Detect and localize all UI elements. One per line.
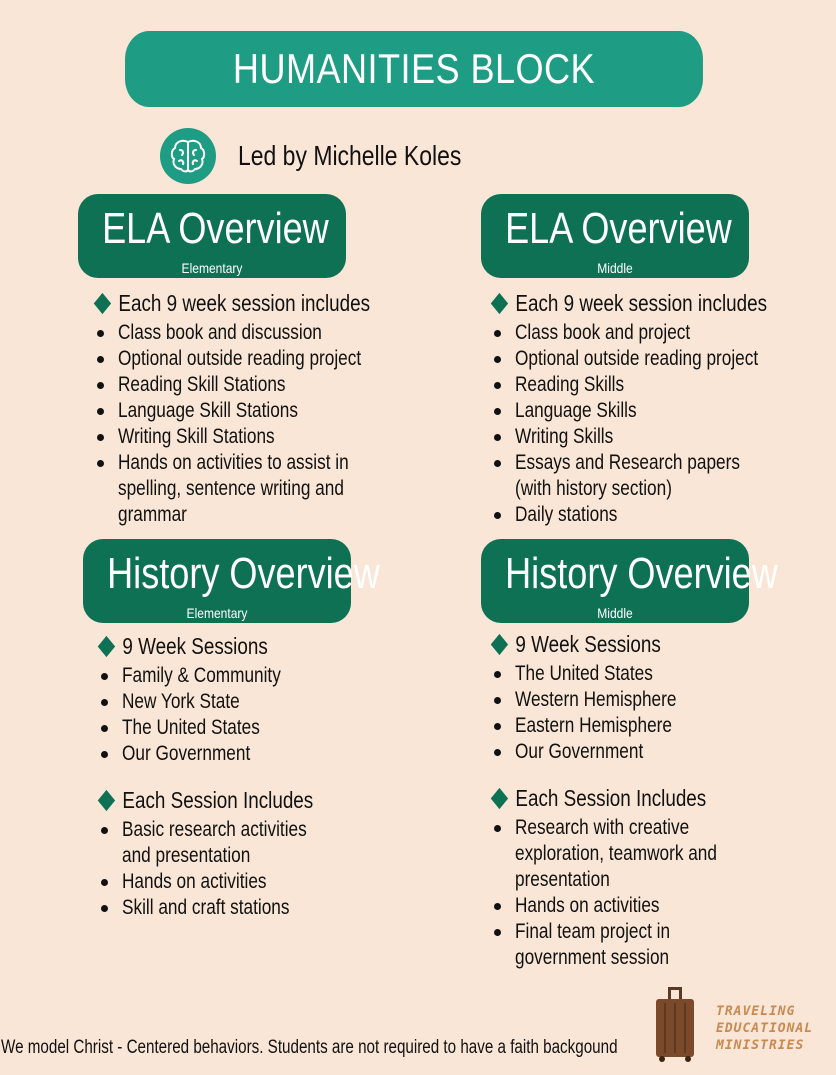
diamond-bullet-icon (98, 789, 115, 810)
list-item: Our Government (97, 741, 417, 767)
list-item: Hands on activities to assist in spelling, sentence writing and grammar (93, 450, 413, 528)
ela-elementary-subtitle: Elementary (181, 260, 243, 276)
history-elementary-sessions-heading: 9 Week Sessions (97, 633, 359, 659)
diamond-bullet-icon (491, 787, 508, 808)
ela-elementary-title: ELA Overview (102, 204, 329, 253)
history-elementary-sessions (97, 633, 417, 767)
ela-middle-heading: Each 9 week session includes (490, 290, 752, 316)
history-elementary-subtitle: Elementary (186, 605, 248, 621)
history-elementary-header (83, 539, 380, 623)
list-item: Reading Skill Stations (93, 372, 413, 398)
list-item: Writing Skills (490, 424, 810, 450)
ela-middle-subtitle: Middle (597, 260, 633, 276)
diamond-bullet-icon (491, 292, 508, 313)
list-item: Skill and craft stations (97, 895, 417, 921)
list-item: Our Government (490, 739, 810, 765)
ela-elementary-list (93, 320, 413, 528)
ela-middle-header (481, 194, 749, 278)
footer-text: We model Christ - Centered behaviors. Students are not required to have a faith backgound (1, 1037, 618, 1058)
diamond-bullet-icon (94, 292, 111, 313)
history-middle-includes-heading: Each Session Includes (490, 785, 752, 811)
ministry-logo: TRAVELING EDUCATIONAL MINISTRIES (716, 1004, 814, 1053)
list-item: Final team project in government session (490, 919, 810, 971)
list-item: Optional outside reading project (490, 346, 810, 372)
list-item: Family & Community (97, 663, 417, 689)
list-item: The United States (490, 661, 810, 687)
list-item: Language Skills (490, 398, 810, 424)
history-elementary-includes-list (97, 817, 417, 921)
ela-elementary-heading: Each 9 week session includes (93, 290, 355, 316)
brain-icon (160, 128, 216, 184)
list-item: Language Skill Stations (93, 398, 413, 424)
page-title: HUMANITIES BLOCK (125, 31, 703, 107)
ela-middle-list (490, 320, 810, 528)
list-item: Class book and project (490, 320, 810, 346)
suitcase-icon (655, 987, 695, 1062)
list-item: The United States (97, 715, 417, 741)
history-middle-includes-list (490, 815, 810, 971)
list-item: New York State (97, 689, 417, 715)
history-middle-sessions-list (490, 661, 810, 765)
ela-middle-title: ELA Overview (505, 204, 732, 253)
list-item: Essays and Research papers (with history section) (490, 450, 810, 502)
list-item: Research with creative exploration, teamwork and presentation (490, 815, 810, 893)
history-elementary-sessions-list (97, 663, 417, 767)
diamond-bullet-icon (98, 635, 115, 656)
history-middle-title: History Overview (505, 549, 778, 598)
list-item: Western Hemisphere (490, 687, 810, 713)
history-middle-sessions (490, 631, 810, 765)
list-item: Hands on activities (490, 893, 810, 919)
led-by-text: Led by Michelle Koles (238, 140, 462, 171)
history-elementary-includes (97, 787, 417, 921)
list-item: Basic research activities and presentation (97, 817, 417, 869)
history-middle-includes (490, 785, 810, 971)
history-middle-header (481, 539, 778, 623)
ela-middle-section (490, 290, 810, 528)
history-elementary-title: History Overview (107, 549, 380, 598)
list-item: Optional outside reading project (93, 346, 413, 372)
list-item: Reading Skills (490, 372, 810, 398)
list-item: Hands on activities (97, 869, 417, 895)
list-item: Daily stations (490, 502, 810, 528)
history-elementary-includes-heading: Each Session Includes (97, 787, 359, 813)
diamond-bullet-icon (491, 633, 508, 654)
list-item: Class book and discussion (93, 320, 413, 346)
list-item: Writing Skill Stations (93, 424, 413, 450)
ela-elementary-header (78, 194, 346, 278)
ela-elementary-section (93, 290, 413, 528)
history-middle-sessions-heading: 9 Week Sessions (490, 631, 752, 657)
list-item: Eastern Hemisphere (490, 713, 810, 739)
history-middle-subtitle: Middle (597, 605, 633, 621)
